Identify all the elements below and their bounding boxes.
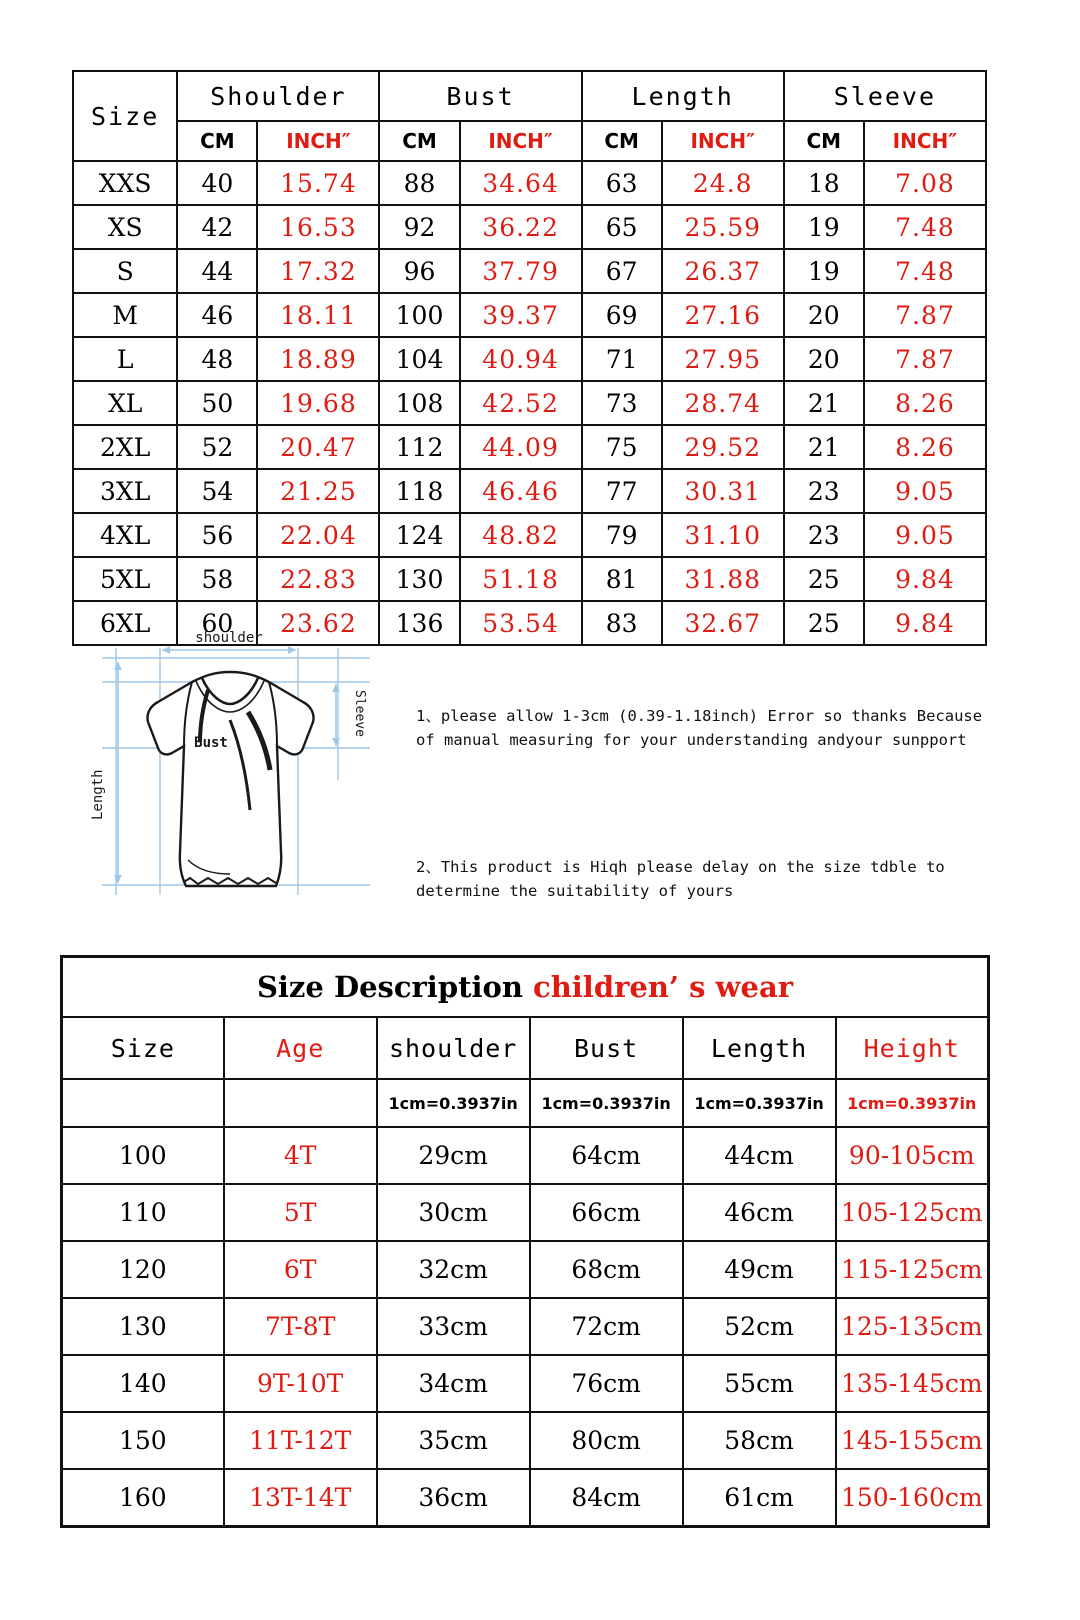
- row-bust-inch: 42.52: [460, 381, 582, 425]
- row-shoulder-cm: 46: [177, 293, 257, 337]
- row-sleeve-cm: 23: [784, 469, 864, 513]
- kids-row-shoulder: 34cm: [377, 1355, 530, 1412]
- children-title-row: [62, 957, 989, 1018]
- table-row: [62, 1469, 989, 1527]
- kids-row-age: 13T-14T: [224, 1469, 377, 1527]
- row-length-inch: 27.16: [662, 293, 784, 337]
- diagram-label-bust: Bust: [194, 735, 228, 751]
- row-sleeve-inch: 7.87: [864, 293, 986, 337]
- row-size: XS: [73, 205, 177, 249]
- kids-row-bust: 80cm: [530, 1412, 683, 1469]
- row-shoulder-inch: 21.25: [257, 469, 379, 513]
- table-row: [62, 1241, 989, 1298]
- row-size: XXS: [73, 161, 177, 205]
- table-row: [73, 337, 986, 381]
- children-size-table: [60, 955, 990, 1528]
- row-bust-cm: 124: [379, 513, 459, 557]
- row-bust-inch: 46.46: [460, 469, 582, 513]
- row-size: M: [73, 293, 177, 337]
- table-header-row: [73, 71, 986, 121]
- row-shoulder-inch: 23.62: [257, 601, 379, 645]
- row-sleeve-cm: 19: [784, 249, 864, 293]
- row-length-inch: 27.95: [662, 337, 784, 381]
- row-bust-inch: 36.22: [460, 205, 582, 249]
- header-shoulder: Shoulder: [177, 71, 379, 121]
- conversion-blank-size: [62, 1079, 224, 1127]
- row-shoulder-inch: 17.32: [257, 249, 379, 293]
- kids-row-age: 7T-8T: [224, 1298, 377, 1355]
- row-sleeve-inch: 8.26: [864, 381, 986, 425]
- row-shoulder-cm: 58: [177, 557, 257, 601]
- table-row: [73, 161, 986, 205]
- row-sleeve-inch: 7.08: [864, 161, 986, 205]
- kids-row-shoulder: 35cm: [377, 1412, 530, 1469]
- kids-row-length: 61cm: [683, 1469, 836, 1527]
- row-sleeve-cm: 21: [784, 425, 864, 469]
- row-size: 2XL: [73, 425, 177, 469]
- kids-row-height: 150-160cm: [836, 1469, 989, 1527]
- header-bust: Bust: [379, 71, 581, 121]
- row-bust-cm: 112: [379, 425, 459, 469]
- kids-row-shoulder: 32cm: [377, 1241, 530, 1298]
- row-length-inch: 32.67: [662, 601, 784, 645]
- title-black-part: Size Description: [256, 970, 534, 1004]
- kids-row-size: 130: [62, 1298, 224, 1355]
- table-row: [62, 1184, 989, 1241]
- row-length-inch: 24.8: [662, 161, 784, 205]
- children-header-size: Size: [62, 1017, 224, 1079]
- row-shoulder-inch: 19.68: [257, 381, 379, 425]
- row-bust-inch: 51.18: [460, 557, 582, 601]
- row-size: L: [73, 337, 177, 381]
- row-length-cm: 81: [582, 557, 662, 601]
- conversion-length: 1cm=0.3937in: [683, 1079, 836, 1127]
- unit-bust-cm: CM: [379, 121, 459, 161]
- conversion-blank-age: [224, 1079, 377, 1127]
- children-header-row: [62, 1017, 989, 1079]
- row-sleeve-inch: 9.84: [864, 601, 986, 645]
- kids-row-age: 4T: [224, 1127, 377, 1184]
- kids-row-bust: 76cm: [530, 1355, 683, 1412]
- adult-size-table: [72, 70, 987, 646]
- kids-row-size: 140: [62, 1355, 224, 1412]
- row-shoulder-inch: 18.11: [257, 293, 379, 337]
- diagram-label-shoulder: shoulder: [195, 630, 263, 646]
- kids-row-length: 58cm: [683, 1412, 836, 1469]
- row-length-cm: 67: [582, 249, 662, 293]
- table-row: [73, 381, 986, 425]
- kids-row-length: 52cm: [683, 1298, 836, 1355]
- row-length-inch: 29.52: [662, 425, 784, 469]
- kids-row-size: 100: [62, 1127, 224, 1184]
- row-shoulder-cm: 60: [177, 601, 257, 645]
- row-size: 5XL: [73, 557, 177, 601]
- row-bust-cm: 96: [379, 249, 459, 293]
- row-length-cm: 71: [582, 337, 662, 381]
- kids-row-bust: 84cm: [530, 1469, 683, 1527]
- row-sleeve-cm: 19: [784, 205, 864, 249]
- children-table-title: [62, 957, 989, 1018]
- kids-row-size: 120: [62, 1241, 224, 1298]
- row-size: 3XL: [73, 469, 177, 513]
- row-sleeve-inch: 7.48: [864, 249, 986, 293]
- row-shoulder-cm: 54: [177, 469, 257, 513]
- row-bust-cm: 104: [379, 337, 459, 381]
- row-length-cm: 75: [582, 425, 662, 469]
- children-size-chart: [60, 955, 990, 1528]
- kids-row-height: 105-125cm: [836, 1184, 989, 1241]
- row-sleeve-cm: 25: [784, 601, 864, 645]
- unit-sleeve-inch: INCH″: [864, 121, 986, 161]
- row-size: 6XL: [73, 601, 177, 645]
- row-shoulder-inch: 22.83: [257, 557, 379, 601]
- unit-length-inch: INCH″: [662, 121, 784, 161]
- row-length-cm: 63: [582, 161, 662, 205]
- row-length-inch: 31.10: [662, 513, 784, 557]
- unit-sleeve-cm: CM: [784, 121, 864, 161]
- kids-row-bust: 64cm: [530, 1127, 683, 1184]
- table-row: [73, 425, 986, 469]
- kids-row-height: 115-125cm: [836, 1241, 989, 1298]
- row-bust-cm: 88: [379, 161, 459, 205]
- row-size: 4XL: [73, 513, 177, 557]
- kids-row-shoulder: 36cm: [377, 1469, 530, 1527]
- table-row: [62, 1127, 989, 1184]
- kids-row-size: 110: [62, 1184, 224, 1241]
- row-bust-inch: 44.09: [460, 425, 582, 469]
- header-sleeve: Sleeve: [784, 71, 986, 121]
- row-length-cm: 83: [582, 601, 662, 645]
- row-size: XL: [73, 381, 177, 425]
- row-length-cm: 69: [582, 293, 662, 337]
- diagram-label-length: Length: [90, 769, 106, 820]
- row-sleeve-inch: 9.05: [864, 513, 986, 557]
- unit-shoulder-inch: INCH″: [257, 121, 379, 161]
- kids-row-bust: 68cm: [530, 1241, 683, 1298]
- diagram-label-sleeve: Sleeve: [352, 690, 367, 737]
- row-bust-cm: 92: [379, 205, 459, 249]
- row-shoulder-cm: 42: [177, 205, 257, 249]
- kids-row-height: 145-155cm: [836, 1412, 989, 1469]
- tshirt-measurement-diagram: [80, 620, 380, 905]
- kids-row-height: 125-135cm: [836, 1298, 989, 1355]
- header-length: Length: [582, 71, 784, 121]
- kids-row-age: 9T-10T: [224, 1355, 377, 1412]
- table-row: [73, 205, 986, 249]
- table-row: [62, 1355, 989, 1412]
- row-length-cm: 79: [582, 513, 662, 557]
- row-sleeve-cm: 18: [784, 161, 864, 205]
- unit-bust-inch: INCH″: [460, 121, 582, 161]
- row-sleeve-inch: 8.26: [864, 425, 986, 469]
- row-shoulder-inch: 18.89: [257, 337, 379, 381]
- row-length-inch: 25.59: [662, 205, 784, 249]
- row-size: S: [73, 249, 177, 293]
- table-row: [73, 249, 986, 293]
- kids-row-length: 49cm: [683, 1241, 836, 1298]
- children-header-shoulder: shoulder: [377, 1017, 530, 1079]
- table-unit-row: [73, 121, 986, 161]
- row-bust-inch: 48.82: [460, 513, 582, 557]
- children-header-age: Age: [224, 1017, 377, 1079]
- adult-size-chart: [72, 70, 987, 646]
- unit-shoulder-cm: CM: [177, 121, 257, 161]
- row-length-inch: 31.88: [662, 557, 784, 601]
- row-shoulder-inch: 20.47: [257, 425, 379, 469]
- kids-row-bust: 72cm: [530, 1298, 683, 1355]
- conversion-bust: 1cm=0.3937in: [530, 1079, 683, 1127]
- row-sleeve-cm: 23: [784, 513, 864, 557]
- children-header-bust: Bust: [530, 1017, 683, 1079]
- row-sleeve-cm: 21: [784, 381, 864, 425]
- row-length-cm: 77: [582, 469, 662, 513]
- kids-row-height: 90-105cm: [836, 1127, 989, 1184]
- row-sleeve-cm: 20: [784, 293, 864, 337]
- kids-row-size: 160: [62, 1469, 224, 1527]
- kids-row-length: 44cm: [683, 1127, 836, 1184]
- table-row: [73, 557, 986, 601]
- table-row: [73, 469, 986, 513]
- row-length-inch: 28.74: [662, 381, 784, 425]
- row-length-cm: 73: [582, 381, 662, 425]
- row-bust-inch: 40.94: [460, 337, 582, 381]
- row-sleeve-inch: 9.84: [864, 557, 986, 601]
- kids-row-age: 11T-12T: [224, 1412, 377, 1469]
- row-length-cm: 65: [582, 205, 662, 249]
- kids-row-length: 55cm: [683, 1355, 836, 1412]
- kids-row-length: 46cm: [683, 1184, 836, 1241]
- children-header-height: Height: [836, 1017, 989, 1079]
- row-shoulder-cm: 52: [177, 425, 257, 469]
- row-shoulder-cm: 48: [177, 337, 257, 381]
- row-shoulder-cm: 44: [177, 249, 257, 293]
- row-bust-inch: 37.79: [460, 249, 582, 293]
- measurement-guide-section: [0, 612, 1080, 922]
- table-row: [73, 293, 986, 337]
- row-bust-cm: 118: [379, 469, 459, 513]
- note-size-table-advice: 2、This product is Hiqh please delay on the size tdble to determine the suitability of yours: [416, 858, 945, 901]
- row-shoulder-cm: 40: [177, 161, 257, 205]
- row-length-inch: 30.31: [662, 469, 784, 513]
- children-header-length: Length: [683, 1017, 836, 1079]
- kids-row-shoulder: 33cm: [377, 1298, 530, 1355]
- row-sleeve-cm: 20: [784, 337, 864, 381]
- table-row: [73, 513, 986, 557]
- kids-row-shoulder: 29cm: [377, 1127, 530, 1184]
- row-length-inch: 26.37: [662, 249, 784, 293]
- kids-row-size: 150: [62, 1412, 224, 1469]
- row-sleeve-inch: 7.87: [864, 337, 986, 381]
- title-red-part: children’ s wear: [533, 970, 794, 1004]
- row-shoulder-inch: 16.53: [257, 205, 379, 249]
- row-bust-cm: 100: [379, 293, 459, 337]
- row-bust-cm: 108: [379, 381, 459, 425]
- kids-row-height: 135-145cm: [836, 1355, 989, 1412]
- unit-length-cm: CM: [582, 121, 662, 161]
- row-shoulder-inch: 15.74: [257, 161, 379, 205]
- kids-row-shoulder: 30cm: [377, 1184, 530, 1241]
- row-bust-inch: 53.54: [460, 601, 582, 645]
- conversion-shoulder: 1cm=0.3937in: [377, 1079, 530, 1127]
- header-size: Size: [73, 71, 177, 161]
- row-bust-inch: 34.64: [460, 161, 582, 205]
- row-sleeve-inch: 9.05: [864, 469, 986, 513]
- row-bust-inch: 39.37: [460, 293, 582, 337]
- row-bust-cm: 130: [379, 557, 459, 601]
- row-shoulder-inch: 22.04: [257, 513, 379, 557]
- row-sleeve-inch: 7.48: [864, 205, 986, 249]
- table-row: [62, 1298, 989, 1355]
- row-shoulder-cm: 50: [177, 381, 257, 425]
- children-conversion-row: [62, 1079, 989, 1127]
- row-bust-cm: 136: [379, 601, 459, 645]
- row-sleeve-cm: 25: [784, 557, 864, 601]
- kids-row-age: 6T: [224, 1241, 377, 1298]
- conversion-height: 1cm=0.3937in: [836, 1079, 989, 1127]
- kids-row-age: 5T: [224, 1184, 377, 1241]
- kids-row-bust: 66cm: [530, 1184, 683, 1241]
- table-row: [62, 1412, 989, 1469]
- row-shoulder-cm: 56: [177, 513, 257, 557]
- note-measuring-error: 1、please allow 1-3cm (0.39-1.18inch) Error so thanks Because of manual measuring for your understanding andyour sunpport: [416, 707, 983, 750]
